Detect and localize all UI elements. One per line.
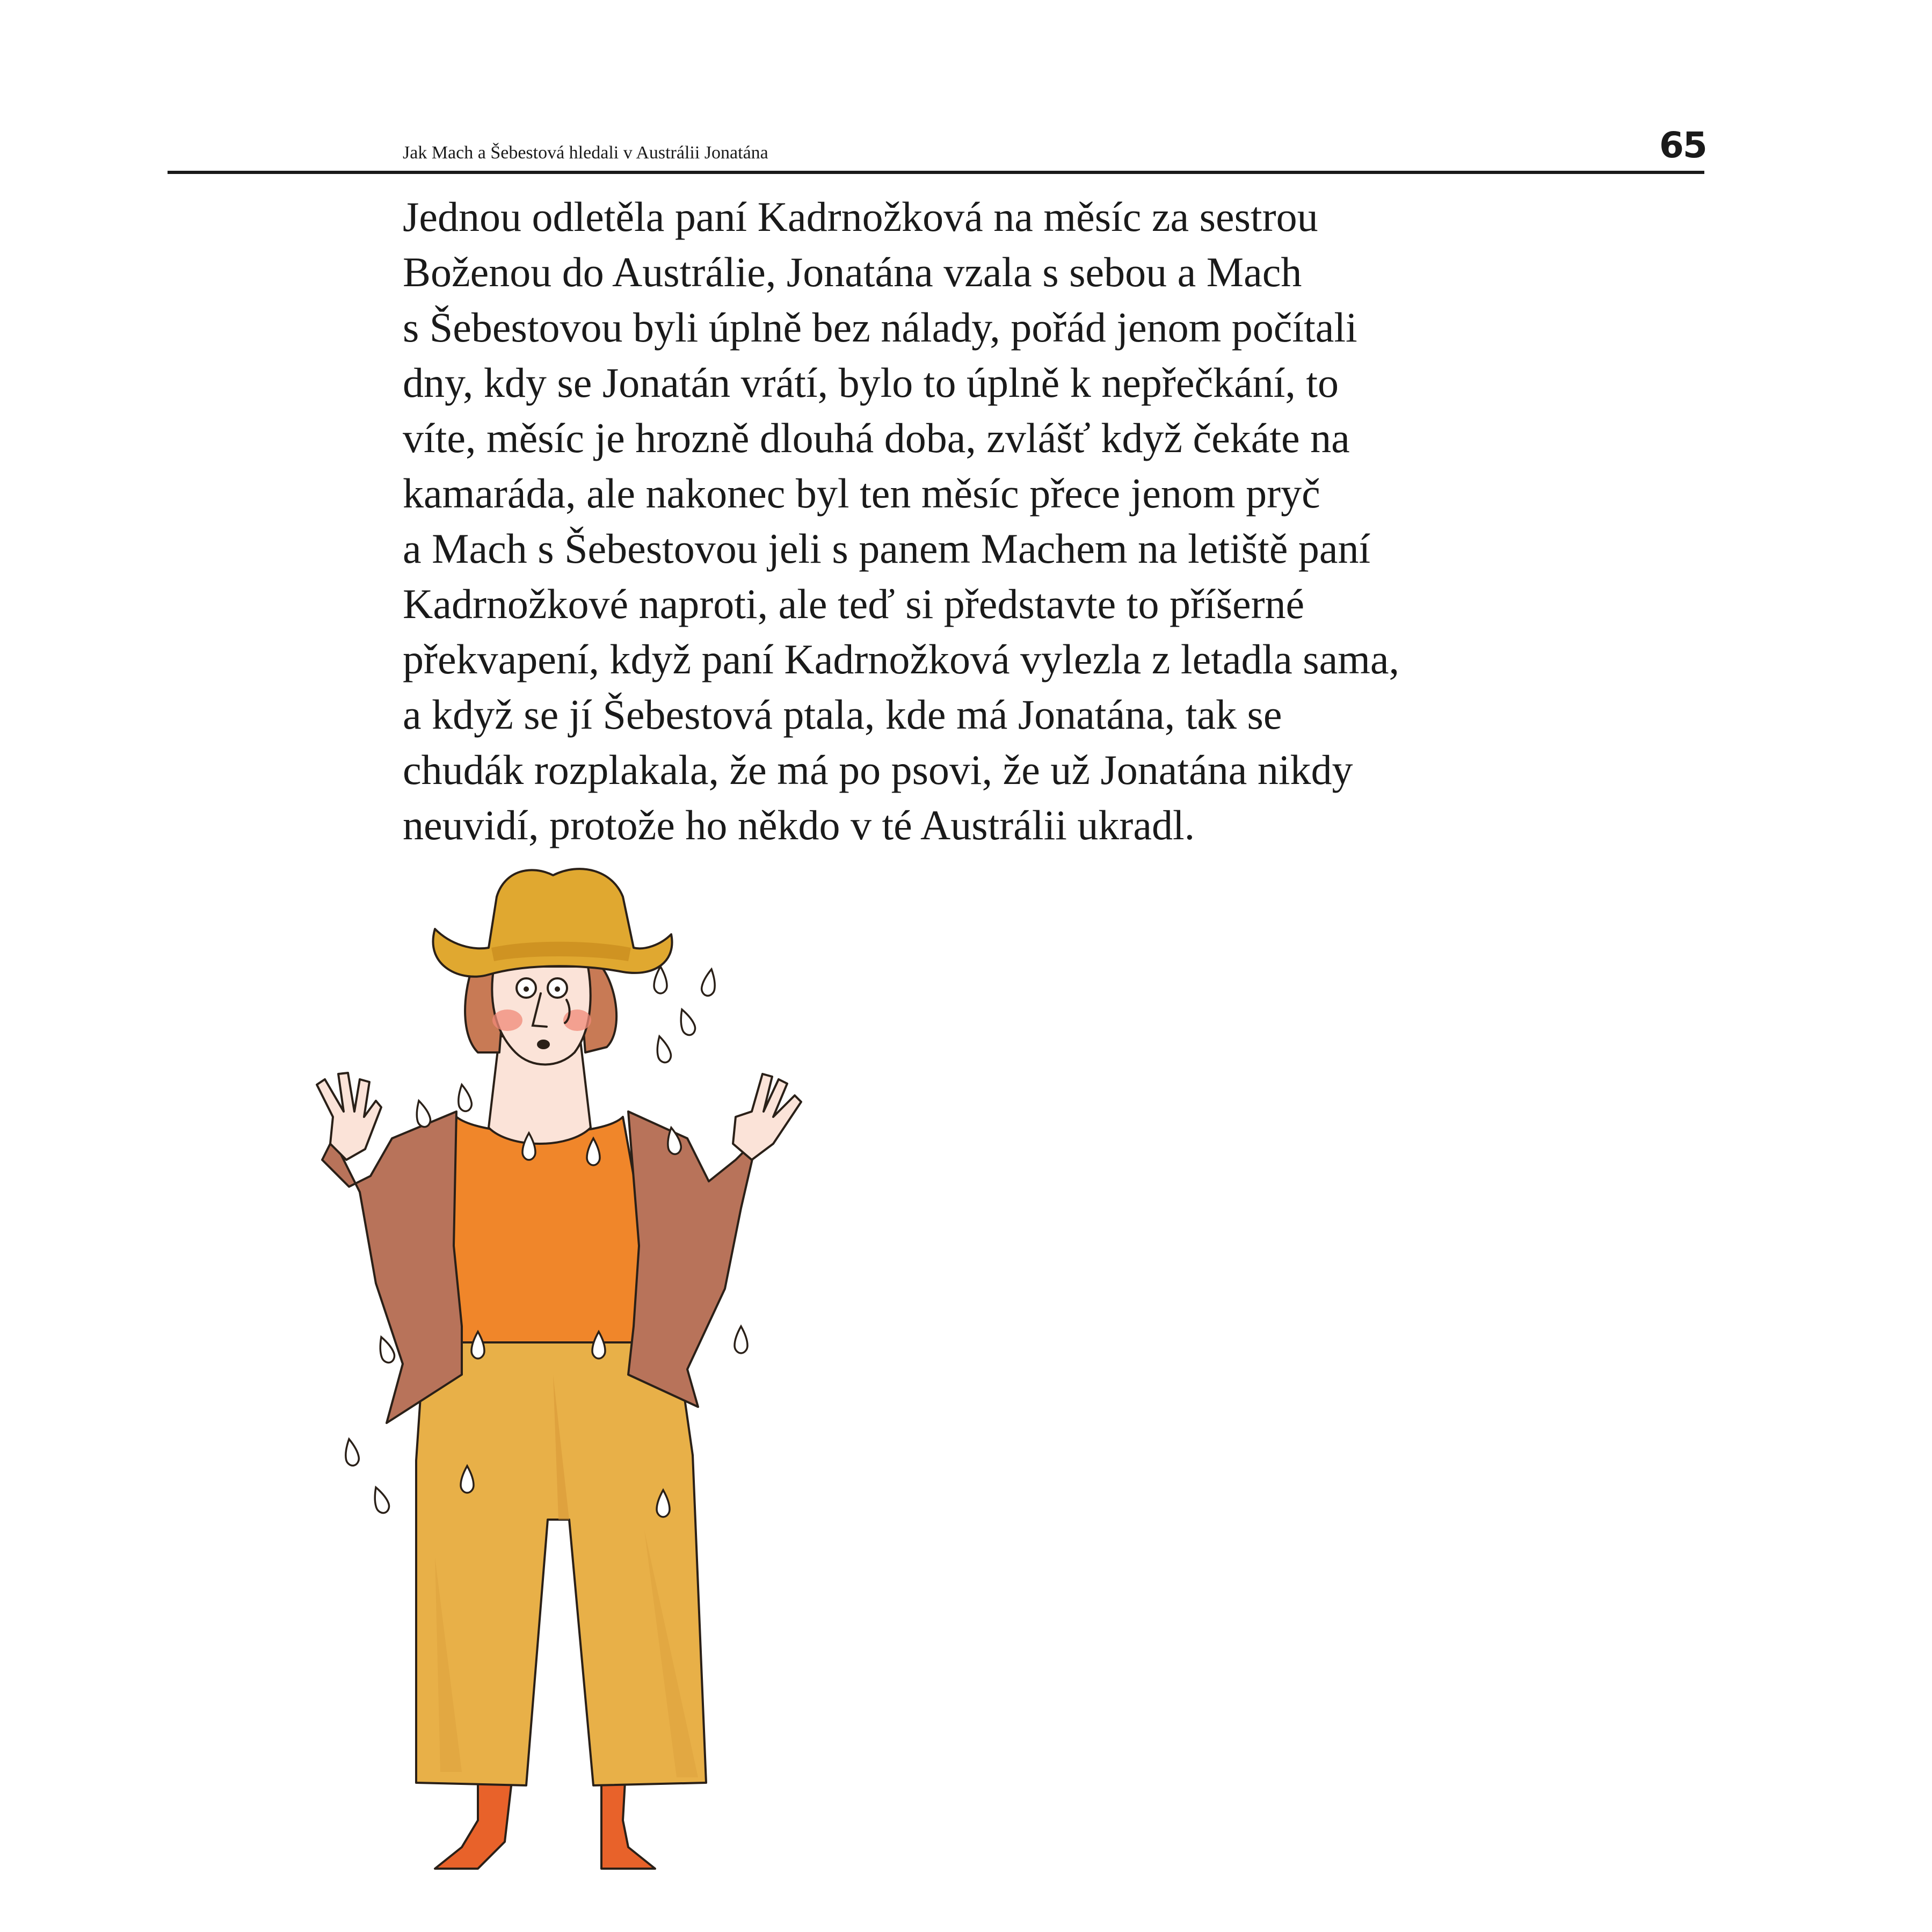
tear-drop: [653, 1035, 672, 1064]
tear-drop: [370, 1485, 391, 1515]
text-line: a když se jí Šebestová ptala, kde má Jonatána, tak se: [403, 691, 1282, 738]
text-line: Jednou odletěla paní Kadrnožková na měsíc za sestrou: [403, 193, 1318, 240]
tear-drop: [700, 968, 717, 997]
cowboy-hat: [433, 869, 672, 977]
tear-drop: [343, 1438, 360, 1466]
crying-woman-illustration: [301, 859, 924, 1879]
text-line: Boženou do Austrálie, Jonatána vzala s sebou a Mach: [403, 249, 1302, 295]
tear-drop: [412, 1099, 432, 1129]
page-number: 65: [1659, 125, 1706, 166]
shirt: [451, 1117, 644, 1342]
tear-drop: [735, 1326, 747, 1353]
text-line: překvapení, když paní Kadrnožková vylezla z letadla sama,: [403, 636, 1400, 682]
text-line: dny, kdy se Jonatán vrátí, bylo to úplně k nepřečkání, to: [403, 359, 1339, 406]
tear-drop: [654, 967, 667, 993]
header-rule: [168, 171, 1704, 174]
trousers: [416, 1334, 706, 1785]
story-paragraph: [403, 189, 1584, 853]
tear-drop: [375, 1335, 397, 1364]
text-line: a Mach s Šebestovou jeli s panem Machem na letiště paní: [403, 525, 1371, 572]
text-line: s Šebestovou byli úplně bez nálady, pořád jenom počítali: [403, 304, 1357, 351]
text-line: Kadrnožkové naproti, ale teď si představte to příšerné: [403, 580, 1305, 627]
text-line: víte, měsíc je hrozně dlouhá doba, zvlášť když čekáte na: [403, 415, 1350, 461]
text-line: kamaráda, ale nakonec byl ten měsíc přece jenom pryč: [403, 470, 1320, 517]
boots: [435, 1772, 655, 1869]
text-line: chudák rozplakala, že má po psovi, že už Jonatána nikdy: [403, 746, 1353, 793]
tear-drop: [676, 1007, 698, 1037]
tear-drop: [455, 1084, 473, 1112]
running-head-title: Jak Mach a Šebestová hledali v Austrálii Jonatána: [403, 143, 768, 163]
text-line: neuvidí, protože ho někdo v té Austrálii ukradl.: [403, 802, 1195, 848]
